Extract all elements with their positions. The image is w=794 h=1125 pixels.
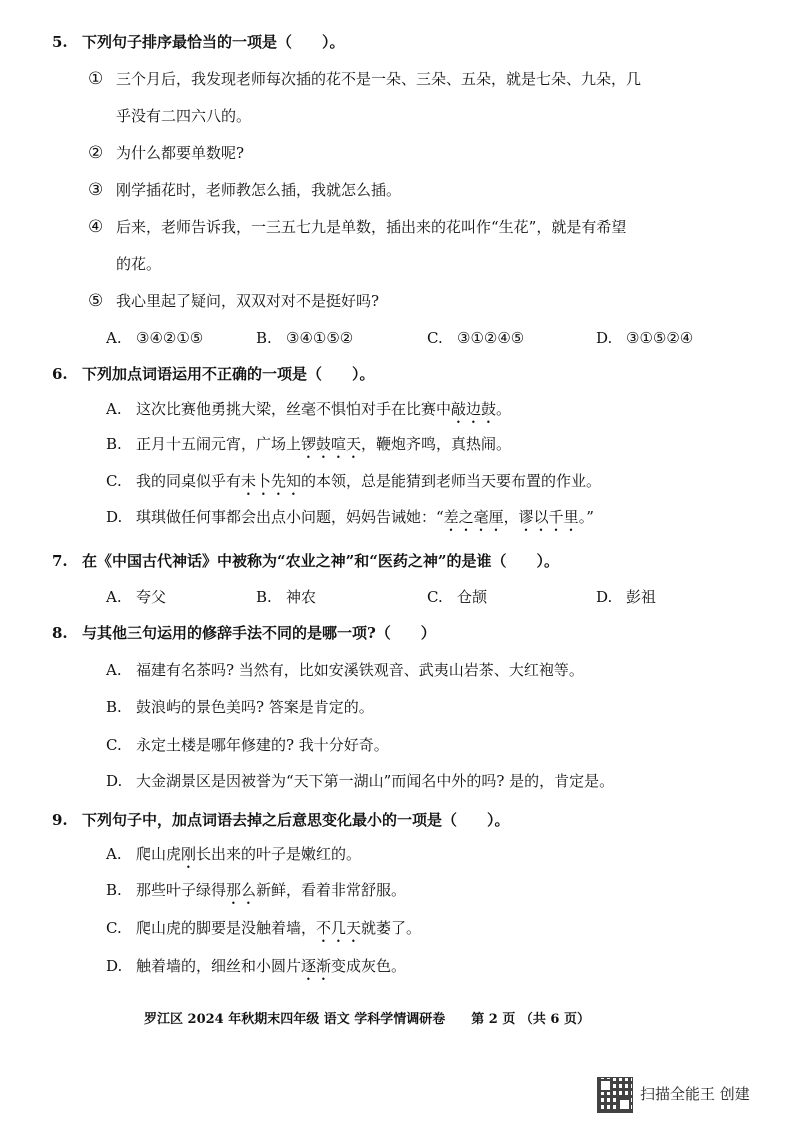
option-letter: C.: [106, 472, 122, 490]
q8-option-a: [106, 660, 584, 680]
emphasized-word: 未卜先知: [241, 472, 302, 490]
q8-option-c: [106, 735, 389, 755]
option-text: 彭祖: [626, 588, 657, 606]
option-text-post: 。: [496, 400, 512, 418]
option-letter: D.: [106, 772, 123, 790]
qr-code-icon: [597, 1077, 633, 1113]
q6-stem: 下列加点词语运用不正确的一项是（ ）。: [82, 365, 375, 383]
q7-option-c: [427, 587, 487, 607]
q5-option-b: [256, 328, 353, 348]
option-letter: A.: [106, 329, 122, 347]
q5-number: 5.: [52, 33, 68, 51]
option-letter: A.: [106, 845, 122, 863]
q5-option-a: [106, 328, 203, 348]
q9-option-c: [106, 918, 421, 946]
option-letter: D.: [106, 957, 123, 975]
emphasized-word: 差之毫厘，谬以千里: [443, 508, 579, 526]
option-letter: A.: [106, 661, 122, 679]
q5-item-2-mark: ②: [88, 143, 104, 163]
option-text: 福建有名茶吗? 当然有，比如安溪铁观音、武夷山岩茶、大红袍等。: [136, 661, 584, 679]
option-text: ③①②④⑤: [457, 329, 525, 347]
q9-stem: 下列句子中，加点词语去掉之后意思变化最小的一项是（ ）。: [82, 811, 510, 829]
emphasized-word: 刚: [181, 845, 197, 863]
q8-option-b: [106, 697, 374, 717]
q5-item-5-line1: 我心里起了疑问，双双对对不是挺好吗?: [116, 292, 380, 310]
option-text-pre: 这次比赛他勇挑大梁，丝毫不惧怕对手在比赛中: [136, 400, 452, 418]
q5-item-5-mark: ⑤: [88, 291, 104, 311]
q5-item-4-mark: ④: [88, 217, 104, 237]
option-text: 仓颉: [457, 588, 488, 606]
option-text-post: 变成灰色。: [331, 957, 407, 975]
option-letter: B.: [106, 435, 122, 453]
option-text-post: 长出来的叶子是嫩红的。: [196, 845, 362, 863]
emphasized-word: 不几天: [316, 919, 362, 937]
option-letter: C.: [106, 736, 122, 754]
option-text-pre: 那些叶子绿得: [136, 881, 227, 899]
q5-item-4-line2: 的花。: [116, 255, 162, 273]
option-text: 鼓浪屿的景色美吗? 答案是肯定的。: [136, 698, 374, 716]
option-text: 神农: [286, 588, 317, 606]
q5-item-3-line1: 刚学插花时，老师教怎么插，我就怎么插。: [116, 181, 402, 199]
option-letter: B.: [256, 588, 272, 606]
option-letter: C.: [106, 919, 122, 937]
q5-item-1-mark: ①: [88, 69, 104, 89]
q9-option-a: [106, 844, 361, 872]
q6-option-b: [106, 434, 511, 462]
scanner-watermark: [640, 1084, 750, 1104]
option-text-post: ，鞭炮齐鸣，真热闹。: [361, 435, 512, 453]
option-text-post: 的本领，总是能猜到老师当天要布置的作业。: [301, 472, 602, 490]
option-letter: D.: [596, 329, 613, 347]
emphasized-word: 那么: [226, 881, 257, 899]
option-letter: D.: [106, 508, 123, 526]
option-text-pre: 触着墙的，细丝和小圆片: [136, 957, 302, 975]
q5-stem: 下列句子排序最恰当的一项是（ ）。: [82, 33, 345, 51]
q5-item-1-line1: 三个月后，我发现老师每次插的花不是一朵、三朵、五朵，就是七朵、九朵，几: [116, 70, 642, 88]
option-letter: B.: [256, 329, 272, 347]
emphasized-word: 敲边鼓: [451, 400, 497, 418]
emphasized-word: 逐渐: [301, 957, 332, 975]
option-text-post: 。”: [578, 508, 594, 526]
q7-option-d: [596, 587, 656, 607]
scanner-action: 创建: [719, 1085, 750, 1103]
q7-option-b: [256, 587, 316, 607]
q5-item-1-line2: 乎没有二四六八的。: [116, 107, 252, 125]
q8-stem: 与其他三句运用的修辞手法不同的是哪一项?（ ）: [82, 624, 436, 642]
option-text-pre: 我的同桌似乎有: [136, 472, 242, 490]
q6-number: 6.: [52, 365, 68, 383]
q6-option-a: [106, 399, 511, 427]
q5-item-4-line1: 后来，老师告诉我，一三五七九是单数，插出来的花叫作“生花”，就是有希望: [116, 218, 627, 236]
q5-option-d: [596, 328, 693, 348]
option-text-pre: 爬山虎的脚要是没触着墙，: [136, 919, 317, 937]
option-letter: B.: [106, 698, 122, 716]
q5-item-3-mark: ③: [88, 180, 104, 200]
option-letter: B.: [106, 881, 122, 899]
option-text-pre: 琪琪做任何事都会出点小问题，妈妈告诫她：“: [136, 508, 444, 526]
q7-option-a: [106, 587, 166, 607]
option-text: 夸父: [136, 588, 167, 606]
option-letter: C.: [427, 329, 443, 347]
q6-option-d: [106, 507, 594, 535]
q7-stem: 在《中国古代神话》中被称为“农业之神”和“医药之神”的是谁（ ）。: [82, 552, 560, 570]
q9-number: 9.: [52, 811, 68, 829]
q6-option-c: [106, 471, 601, 499]
option-text: ③④①⑤②: [286, 329, 354, 347]
option-text-pre: 爬山虎: [136, 845, 182, 863]
option-text-pre: 正月十五闹元宵，广场上: [136, 435, 302, 453]
q8-option-d: [106, 771, 614, 791]
option-letter: D.: [596, 588, 613, 606]
option-text: ③①⑤②④: [626, 329, 694, 347]
page-footer: 罗江区 2024 年秋期末四年级 语文 学科学情调研卷 第 2 页 （共 6 页）: [144, 1012, 591, 1027]
q7-number: 7.: [52, 552, 68, 570]
q9-option-d: [106, 956, 406, 984]
option-text: 大金湖景区是因被誉为“天下第一湖山”而闻名中外的吗? 是的，肯定是。: [136, 772, 615, 790]
scanner-brand: 扫描全能王: [640, 1085, 716, 1103]
option-text: 永定土楼是哪年修建的? 我十分好奇。: [136, 736, 389, 754]
option-text: ③④②①⑤: [136, 329, 204, 347]
q5-option-c: [427, 328, 524, 348]
option-text-post: 新鲜，看着非常舒服。: [256, 881, 407, 899]
q8-number: 8.: [52, 624, 68, 642]
q9-option-b: [106, 880, 406, 908]
option-letter: A.: [106, 400, 122, 418]
option-letter: A.: [106, 588, 122, 606]
option-text-post: 就萎了。: [361, 919, 422, 937]
option-letter: C.: [427, 588, 443, 606]
emphasized-word: 锣鼓喧天: [301, 435, 362, 453]
q5-item-2-line1: 为什么都要单数呢?: [116, 144, 245, 162]
